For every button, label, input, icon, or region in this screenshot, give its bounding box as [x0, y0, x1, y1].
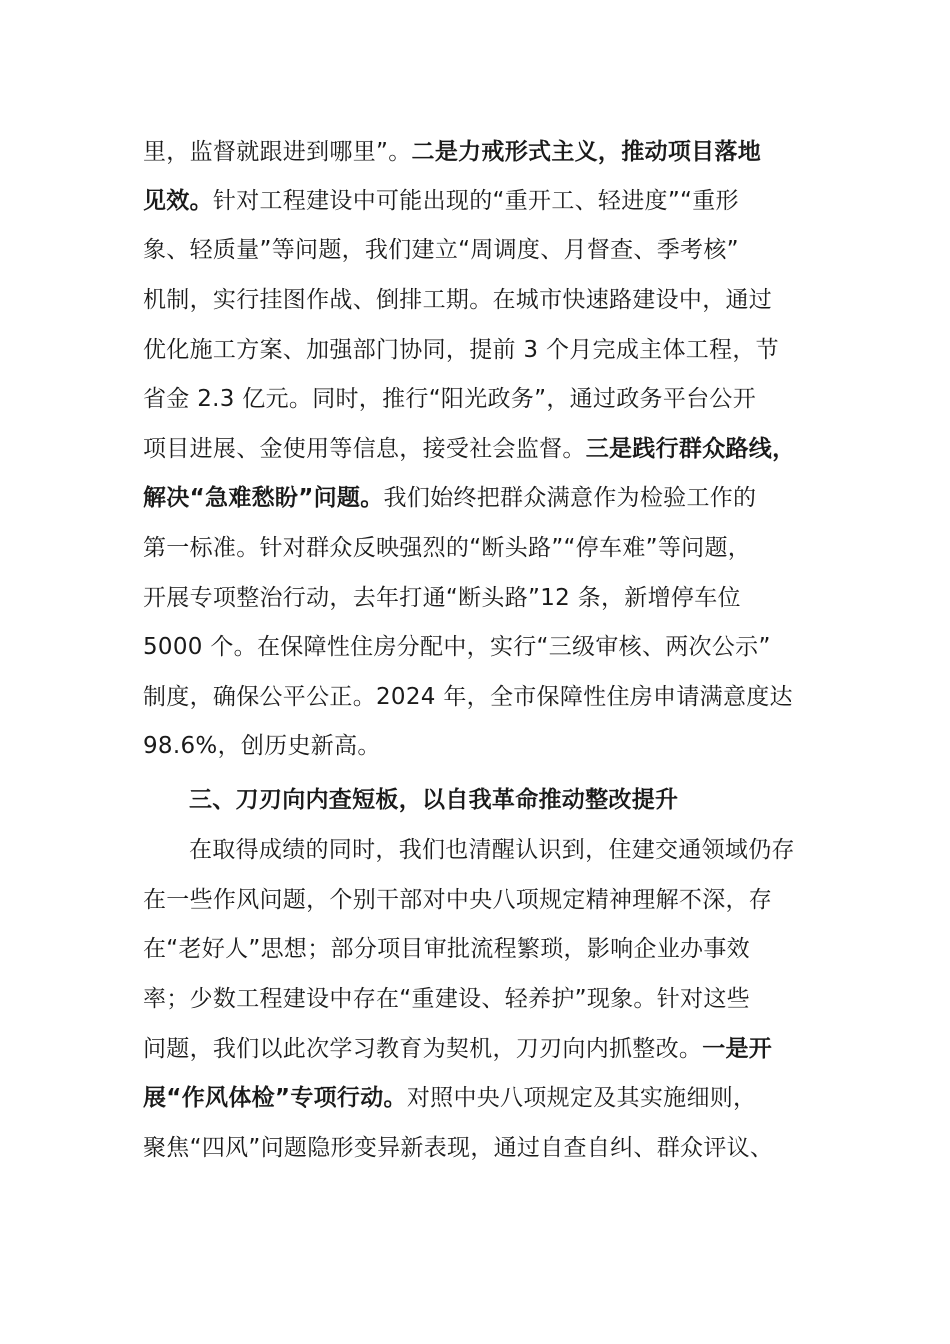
text-run: 针对工程建设中可能出现的“重开工、轻进度”“重形: [212, 188, 739, 214]
bold-lead: 三是践行群众路线，: [585, 436, 796, 462]
bold-lead: 一是开: [702, 1036, 773, 1062]
text-line: 制度，确保公平公正。2024 年，全市保障性住房申请满意度达: [143, 684, 793, 710]
text-line: [143, 473, 756, 523]
text-line: [143, 127, 761, 177]
text-run: 项目进展、金使用等信息，接受社会监督。: [143, 436, 586, 462]
text-line: 省金 2.3 亿元。同时，推行“阳光政务”，通过政务平台公开: [143, 386, 757, 412]
text-line: 在取得成绩的同时，我们也清醒认识到，住建交通领域仍存: [189, 837, 795, 863]
text-line: 机制，实行挂图作战、倒排工期。在城市快速路建设中，通过: [143, 287, 773, 313]
text-line: 第一标准。针对群众反映强烈的“断头路”“停车难”等问题，: [143, 535, 752, 561]
text-line: [143, 176, 739, 226]
text-run: 问题，我们以此次学习教育为契机，刀刃向内抓整改。: [143, 1036, 703, 1062]
text-run: 我们始终把群众满意作为检验工作的: [383, 485, 757, 511]
text-line: 在一些作风问题，个别干部对中央八项规定精神理解不深，存: [143, 887, 773, 913]
text-line: [143, 1024, 772, 1074]
text-line: 优化施工方案、加强部门协同，提前 3 个月完成主体工程，节: [143, 337, 779, 363]
text-line: 在“老好人”思想；部分项目审批流程繁琐，影响企业办事效: [143, 936, 750, 962]
text-line: 率；少数工程建设中存在“重建设、轻养护”现象。针对这些: [143, 986, 750, 1012]
text-line: 5000 个。在保障性住房分配中，实行“三级审核、两次公示”: [143, 634, 771, 660]
bold-lead: 解决“急难愁盼”问题。: [143, 485, 384, 511]
text-line: 开展专项整治行动，去年打通“断头路”12 条，新增停车位: [143, 585, 741, 611]
text-line: [143, 1073, 756, 1123]
text-line: 98.6%，创历史新高。: [143, 733, 381, 759]
text-line: 象、轻质量”等问题，我们建立“周调度、月督查、季考核”: [143, 237, 739, 263]
section-heading: 三、刀刃向内查短板，以自我革命推动整改提升: [189, 787, 679, 813]
bold-lead: 展“作风体检”专项行动。: [143, 1085, 407, 1111]
text-line: [143, 424, 795, 474]
text-run: 对照中央八项规定及其实施细则，: [406, 1085, 757, 1111]
text-run: 里，监督就跟进到哪里”。: [143, 139, 412, 165]
bold-lead: 见效。: [143, 188, 213, 214]
bold-lead: 二是力戒形式主义，推动项目落地: [411, 139, 762, 165]
text-line: 聚焦“四风”问题隐形变异新表现，通过自查自纠、群众评议、: [143, 1135, 774, 1161]
